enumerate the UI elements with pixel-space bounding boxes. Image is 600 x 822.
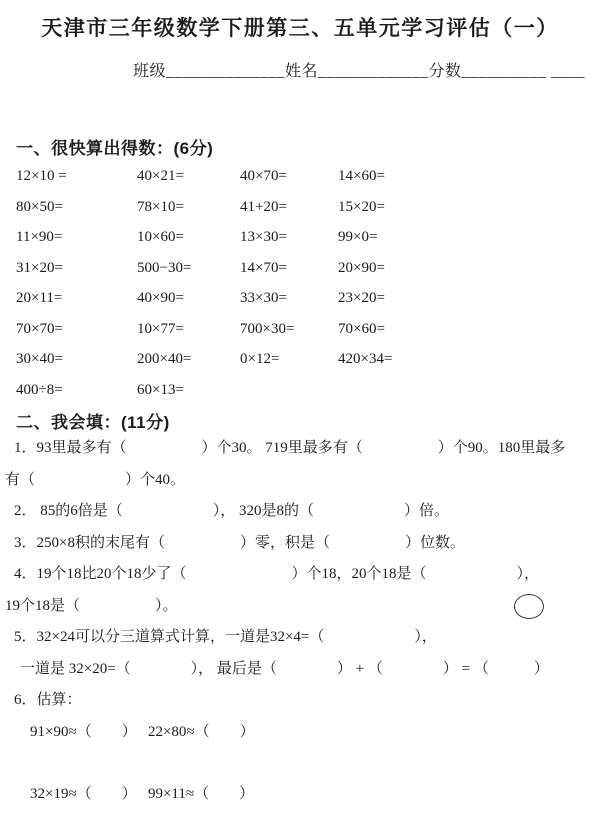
math-problem: 30×40= [16, 351, 63, 367]
math-problem: 12×10 = [16, 168, 67, 184]
fill-blank-line-6: 6．估算： [14, 692, 82, 708]
section2-heading: 二、我会填：(11分) [16, 413, 170, 432]
math-problem: 400÷8= [16, 381, 63, 398]
math-problem: 10×77= [137, 320, 184, 337]
math-problem: 20×90= [338, 259, 385, 276]
math-problem: 70×70= [16, 320, 63, 337]
math-problem: 40×21= [137, 168, 184, 184]
fill-blank-line-4a: 4．19个18比20个18少了（ ）个18，20个18是（ ）， [14, 566, 540, 582]
math-problem: 78×10= [137, 198, 184, 215]
math-problem: 14×70= [240, 259, 287, 276]
math-problem: 40×90= [137, 290, 184, 306]
math-problem: 420×34= [338, 351, 393, 367]
math-problem: 31×20= [16, 259, 63, 276]
fill-blank-line-5a: 5．32×24可以分三道算式计算，一道是32×4=（ ）， [14, 629, 437, 645]
math-problem: 10×60= [137, 229, 184, 245]
math-problem: 99×0= [338, 229, 378, 245]
fill-blank-line-1a: 1．93里最多有（ ）个30。 719里最多有（ ）个90。180里最多 [14, 440, 566, 456]
math-problem: 11×90= [16, 229, 63, 245]
math-problem: 80×50= [16, 198, 63, 215]
math-problem: 14×60= [338, 168, 385, 184]
math-problem: 33×30= [240, 290, 287, 306]
math-problem: 15×20= [338, 198, 385, 215]
math-problem: 23×20= [338, 290, 385, 306]
math-problem: 200×40= [137, 351, 192, 367]
estimation-line-1: 91×90≈（ ） 22×80≈（ ） [30, 723, 255, 740]
fill-blank-line-4b: 19个18是（ ）。 [5, 597, 178, 614]
math-problem: 700×30= [240, 320, 295, 337]
math-problem: 70×60= [338, 320, 385, 337]
worksheet-title: 天津市三年级数学下册第三、五单元学习评估（一） [41, 17, 559, 40]
math-problem: 41+20= [240, 198, 287, 215]
math-problem: 60×13= [137, 381, 184, 398]
circle-mark [514, 594, 544, 619]
math-problem: 500−30= [137, 259, 192, 276]
class-name-score-line: 班级______________姓名_____________分数__________ ____ [133, 63, 586, 80]
math-problem: 20×11= [16, 290, 63, 306]
quick-calculation-grid [16, 161, 600, 405]
estimation-line-2: 32×19≈（ ） 99×11≈（ ） [30, 786, 255, 802]
math-problem: 0×12= [240, 351, 280, 367]
fill-blank-line-5b: 一道是 32×20=（ ）， 最后是（ ） + （ ） = （ ） [20, 660, 549, 677]
fill-blank-line-1b: 有（ ）个40。 [5, 471, 186, 488]
fill-blank-line-2: 2． 85的6倍是（ ）， 320是8的（ ）倍。 [14, 503, 450, 519]
math-problem: 13×30= [240, 229, 287, 245]
fill-blank-line-3: 3．250×8积的末尾有（ ）零，积是（ ）位数。 [14, 534, 465, 551]
section1-heading: 一、很快算出得数：(6分) [16, 139, 214, 158]
math-problem: 40×70= [240, 168, 287, 184]
